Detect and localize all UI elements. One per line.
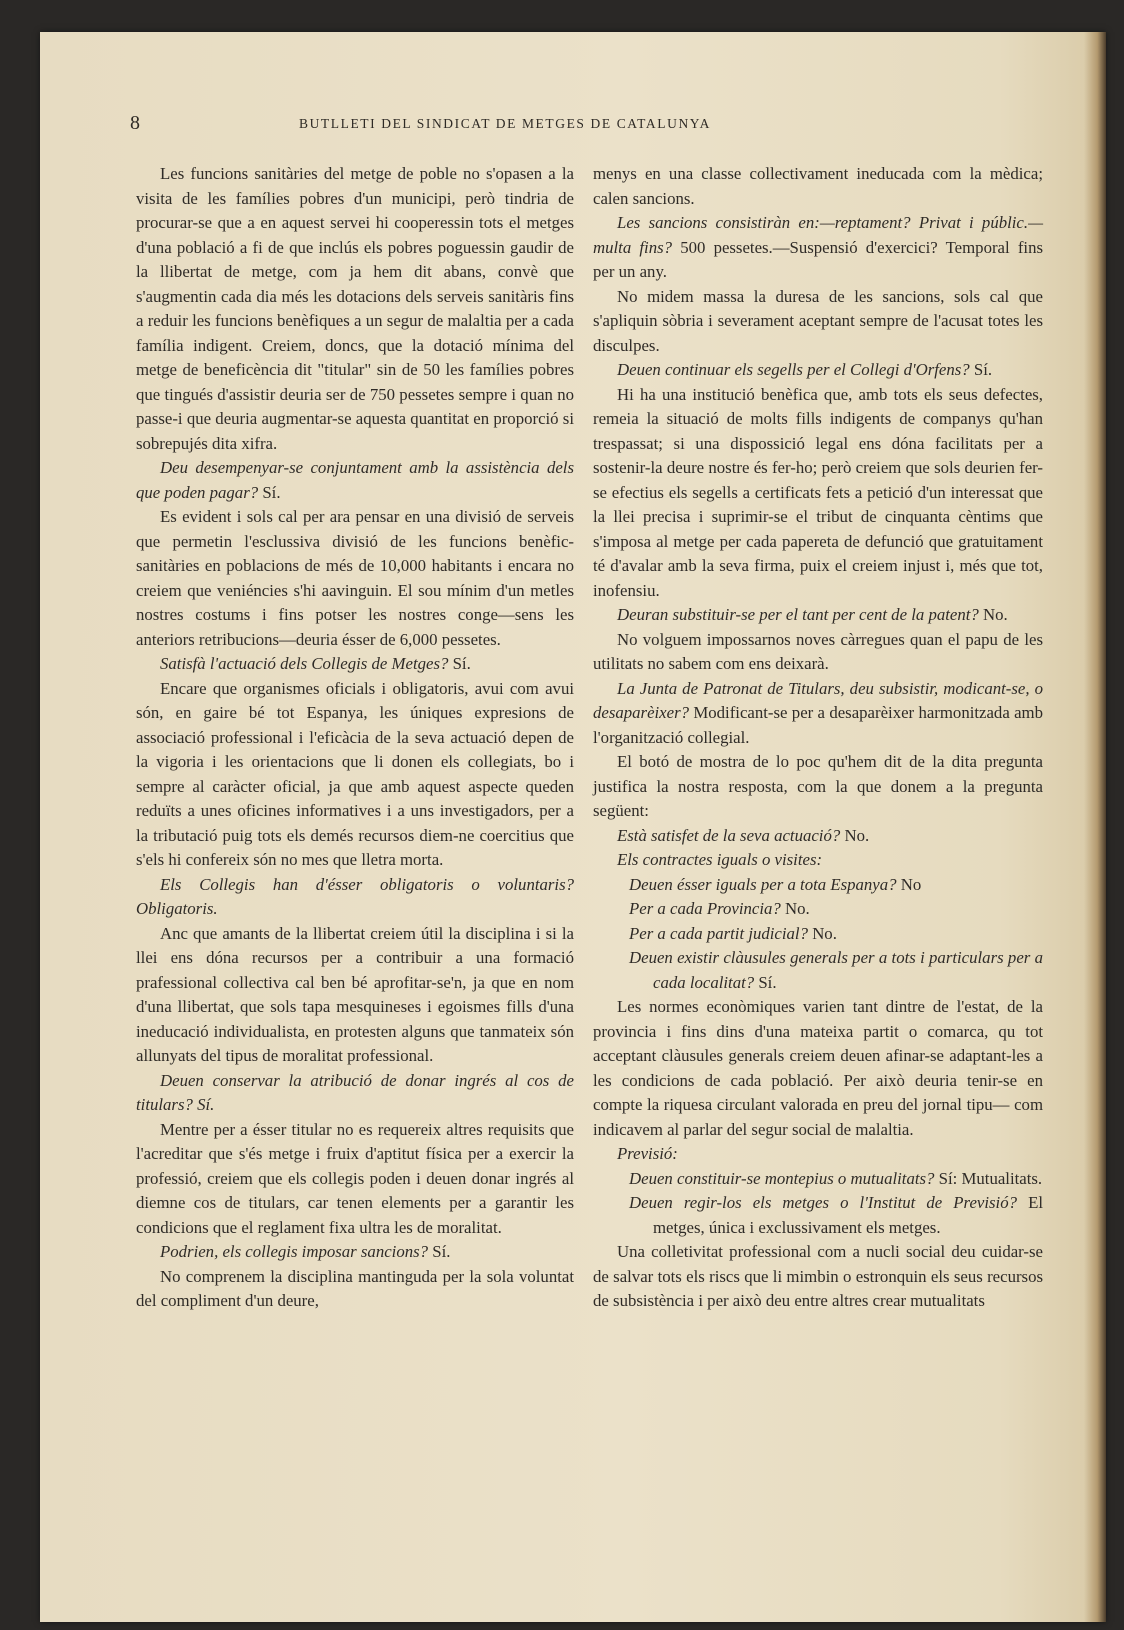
page-edge-shadow [1084,32,1106,1622]
running-header [130,112,880,140]
question-text: Per a cada partit judicial? [629,923,808,943]
survey-question [136,1069,574,1118]
question-text: Deuen regir-los els metges o l'Institut de Previsió? [629,1193,1017,1212]
question-text: Està satisfet de la seva actuació? [617,825,841,845]
body-paragraph: Es evident i sols cal per ara pensar en una divisió de serveis que permetin l'esclussiva divisió de les funcions benèfic-sanitàries en poblacions de més de 10,000 habitants i encara no creiem que veniéncies s'hi aavinguin. El sou mínim d'un metles nostres costums i fins potser les nostres conge—sens les anteriors retribucions—deuria ésser de 6,000 pessetes. [136,507,574,649]
survey-question [593,824,1043,849]
survey-question [136,1240,574,1265]
question-text: Deuen constituir-se montepius o mutualitats? [629,1168,935,1188]
survey-question [136,652,574,677]
answer-text: Modificant-se per a desaparèixer harmonitzada amb l'organització collegial. [593,703,1043,747]
sub-question [593,946,1043,995]
survey-question [593,211,1043,285]
body-paragraph: Encare que organismes oficials i obligatoris, avui com avui són, en gaire bé tot Espanya, les úniques expresions de associació professional i l'eficàcia de la seva actuació depen de la vigoria i les orientacions que li donen els collegiats, bo i sempre al caràcter oficial, ja que amb aquest aspecte queden reduïts a unes oficines informatives i a uns investigadors, per a la tributació puig tots els demés recursos diem-ne coercitius que s'els hi confereix són no mes que lletra morta. [136,678,574,869]
question-text: Per a cada Provincia? [629,899,781,918]
continued-paragraph: menys en una classe collectivament ineducada com la mèdica; calen sancions. [593,164,1043,208]
left-column [136,162,574,1314]
question-text: Podrien, els collegis imposar sancions? [160,1242,429,1261]
answer-text: No. [844,825,870,845]
survey-question [593,848,1043,873]
survey-question [593,603,1043,628]
body-paragraph: El botó de mostra de lo poc qu'hem dit de la dita pregunta justifica la nostra resposta, com la que donem a la pregunta següent: [593,752,1043,820]
question-text: Deuen existir clàusules generals per a tots i particulars per a cada localitat? [629,948,1043,992]
journal-title: BUTLLETI DEL SINDICAT DE METGES DE CATALUNYA [298,116,712,131]
answer-text: Sí. [973,360,993,379]
body-paragraph: Hi ha una institució benèfica que, amb tots els seus defectes, remeia la situació de molts fills indigents de companys qu'han trespassat; si una dispossició legal ens dóna facilitats per a sostenir-la deure nostre és fer-ho; però creiem que sols deurien fer-se efectius els segells a certificats fets a petició d'un interessat que la llei precisa i suprimir-se el tribut de cinquanta cèntims que s'imposa al metge per cada papereta de defunció que gratuitament té d'avalar amb la seva firma, puix el creiem injust i, més que tot, inofensiu. [593,384,1043,600]
sub-question [593,1191,1043,1240]
survey-question [136,873,574,922]
answer-text: Sí. [432,1242,451,1261]
question-text: La Junta de Patronat de Titulars, deu subsistir, modicant-se, o desaparèixer? [593,678,1043,722]
survey-question [593,358,1043,383]
survey-question [593,1142,1043,1167]
answer-text: El metges, única i exclussivament els metges. [653,1193,1043,1237]
answer-text: Sí: Mutualitats. [938,1168,1043,1188]
question-text: Deuran substituir-se per el tant per cent de la patent? [617,605,979,624]
answer-text: 500 pessetes.—Suspensió d'exercici? Temporal fins per un any. [593,237,1043,281]
question-text: Les sancions consistiràn en:—reptament? Privat i públic.—multa fins? [593,213,1043,257]
body-paragraph: No comprenem la disciplina mantinguda per la sola voluntat del compliment d'un deure, [136,1266,574,1310]
sub-question [593,922,1043,947]
right-column [593,162,1043,1314]
answer-text: Sí. [262,482,281,502]
answer-text: No [900,874,922,894]
question-text: Els contractes iguals o visites: [617,850,823,869]
answer-text: No. [983,605,1008,624]
body-paragraph: No midem massa la duresa de les sancions, sols cal que s'apliquin sòbria i severament aceptant sempre de l'acusat totes les disculpes. [593,286,1043,355]
body-paragraph: Les normes econòmiques varien tant dintre de l'estat, de la provincia i fins dins d'una mateixa partit o comarca, qu tot acceptant clàusules generals creiem deuen afinar-se adaptant-les a les condicions de cada població. Per això deuria tenir-se en compte la riquesa circulant valorada en preu del jornal tipu— com indicavem al parlar del segur social de malaltia. [593,997,1043,1139]
survey-question [136,456,574,505]
page-number: 8 [130,112,140,134]
question-text: Deu desempenyar-se conjuntament amb la assistència dels que poden pagar? [136,458,574,502]
body-paragraph: Una colletivitat professional com a nucli social deu cuidar-se de salvar tots els riscs que li mimbin o estronquin els seus recursos de subsistència i per això deu entre altres crear mutualitats [593,1242,1043,1310]
question-text: Deuen conservar la atribució de donar ingrés al cos de titulars? Sí. [136,1070,574,1114]
sub-question [593,873,1043,898]
body-paragraph: No volguem impossarnos noves càrregues quan el papu de les utilitats no sabem com ens deixarà. [593,629,1043,673]
question-text: Els Collegis han d'ésser obligatoris o voluntaris? Obligatoris. [136,874,574,918]
answer-text: Sí. [452,654,471,673]
answer-text: No. [784,899,810,918]
sub-question [593,1167,1043,1192]
body-paragraph: Les funcions sanitàries del metge de poble no s'opasen a la visita de les famílies pobres d'un municipi, però tindria de procurar-se que a en aquest servei hi cooperessin tots el metges d'una població a fi de que inclús els pobres poguessin gaudir de la llibertat de metge, com ja hem dit abans, convè que s'augmentin cada dia més les dotacions dels serveis sanitàris fins a reduir les funcions benèfiques a un segur de malaltia per a cada família indigent. Creiem, doncs, que la dotació mínima del metge de beneficència dit "titular" sin de 50 les famílies pobres que tingués d'assistir deuria ser de 750 pessetes sempre i quan no passe-i que deuria augmentar-se aquesta quantitat en proporció si sobrepujés dita xifra. [136,164,574,453]
question-text: Deuen ésser iguals per a tota Espanya? [629,874,897,894]
body-paragraph: Anc que amants de la llibertat creiem útil la disciplina i si la llei ens dóna recursos per a contribuir a una formació prafessional collectiva cal ben bé aprofitar-se'n, ja que en nom d'una llibertat, que sols tapa mesquineses i egoismes fills d'una ineducació individualista, en protesten alguns que tanmateix són allunyats del tipus de moralitat professional. [136,923,574,1065]
body-paragraph: Mentre per a ésser titular no es requereix altres requisits que l'acreditar que s'és metge i fruix d'aptitut física per a exercir la professió, creiem que els collegis poden i deuen donar ingrés al diemne cos de titulars, car tenen elements per a garantir les condicions que el reglament fixa ultra les de moralitat. [136,1119,574,1237]
sub-question [593,897,1043,922]
question-text: Satisfà l'actuació dels Collegis de Metges? [160,654,449,673]
question-text: Deuen continuar els segells per el Collegi d'Orfens? [617,360,970,379]
answer-text: No. [812,923,837,943]
answer-text: Sí. [758,972,777,992]
question-text: Previsió: [617,1144,678,1163]
survey-question [593,677,1043,751]
scanned-page [40,32,1106,1622]
